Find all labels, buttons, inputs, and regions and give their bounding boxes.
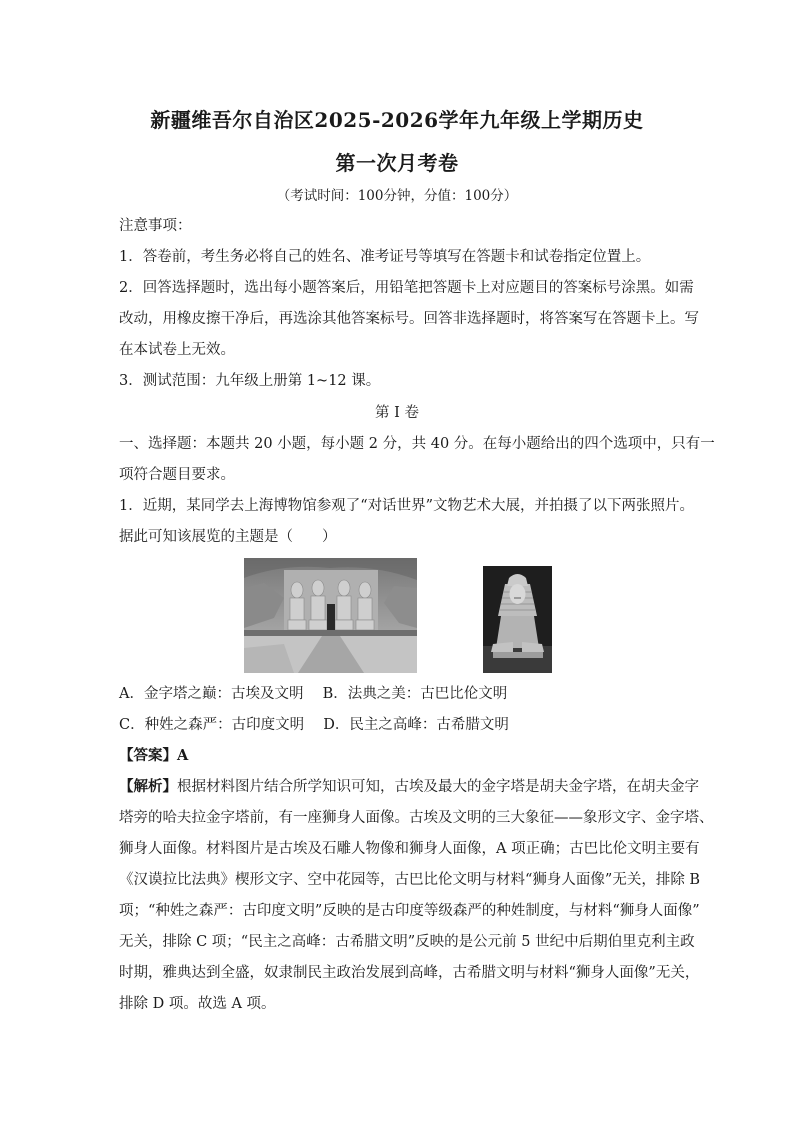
- analysis-line-5: 项；“种姓之森严：古印度文明”反映的是古印度等级森严的种姓制度，与材料“狮身人面像”: [119, 903, 700, 919]
- section-heading-line-1: 一、选择题：本题共 20 小题，每小题 2 分，共 40 分。在每小题给出的四个选项中，只有一: [119, 436, 715, 452]
- photo-sphinx: [483, 566, 552, 673]
- notes-item-2-line-2: 改动，用橡皮擦干净后，再选涂其他答案标号。回答非选择题时，将答案写在答题卡上。写: [119, 311, 699, 327]
- part-heading: 第 I 卷: [375, 405, 419, 421]
- notes-item-3: 3．测试范围：九年级上册第 1~12 课。: [119, 373, 381, 389]
- analysis-line-3: 狮身人面像。材料图片是古埃及石雕人物像和狮身人面像，A 项正确；古巴比伦文明主要有: [119, 841, 700, 857]
- exam-subtitle: 第一次月考卷: [335, 151, 459, 175]
- question-stem-line-2: 据此可知该展览的主题是（ ）: [119, 529, 337, 545]
- exam-meta: （考试时间：100分钟，分值：100分）: [276, 188, 518, 204]
- analysis-line-7: 时期，雅典达到全盛，奴隶制民主政治发展到高峰，古希腊文明与材料“狮身人面像”无关，: [119, 965, 700, 981]
- answer-line: 【答案】A: [119, 747, 189, 764]
- option-row-1: A．金字塔之巅：古埃及文明 B．法典之美：古巴比伦文明: [119, 686, 508, 702]
- analysis-line-6: 无关，排除 C 项；“民主之高峰：古希腊文明”反映的是公元前 5 世纪中后期伯里克利主政: [119, 934, 695, 950]
- question-stem-line-1: 1．近期，某同学去上海博物馆参观了“对话世界”文物艺术大展，并拍摄了以下两张照片。: [119, 498, 695, 514]
- analysis-line-1: [119, 777, 699, 797]
- photo-stone-statues: [244, 558, 417, 673]
- notes-item-2-line-1: 2．回答选择题时，选出每小题答案后，用铅笔把答题卡上对应题目的答案标号涂黑。如需: [119, 280, 694, 296]
- notes-item-1: 1．答卷前，考生务必将自己的姓名、准考证号等填写在答题卡和试卷指定位置上。: [119, 249, 651, 265]
- analysis-line-4: 《汉谟拉比法典》楔形文字、空中花园等，古巴比伦文明与材料“狮身人面像”无关，排除 B: [119, 872, 701, 888]
- analysis-label: 【解析】: [119, 778, 177, 795]
- notes-item-2-line-3: 在本试卷上无效。: [119, 342, 235, 358]
- notes-heading: 注意事项：: [119, 218, 192, 234]
- exam-title: 新疆维吾尔自治区2025-2026学年九年级上学期历史: [150, 108, 644, 132]
- option-row-2: C．种姓之森严：古印度文明 D．民主之高峰：古希腊文明: [119, 717, 509, 733]
- analysis-line-2: 塔旁的哈夫拉金字塔前，有一座狮身人面像。古埃及文明的三大象征——象形文字、金字塔、: [119, 810, 714, 826]
- analysis-line-8: 排除 D 项。故选 A 项。: [119, 996, 276, 1012]
- analysis-text: 根据材料图片结合所学知识可知，古埃及最大的金字塔是胡夫金字塔，在胡夫金字: [177, 779, 699, 795]
- section-heading-line-2: 项符合题目要求。: [119, 467, 235, 483]
